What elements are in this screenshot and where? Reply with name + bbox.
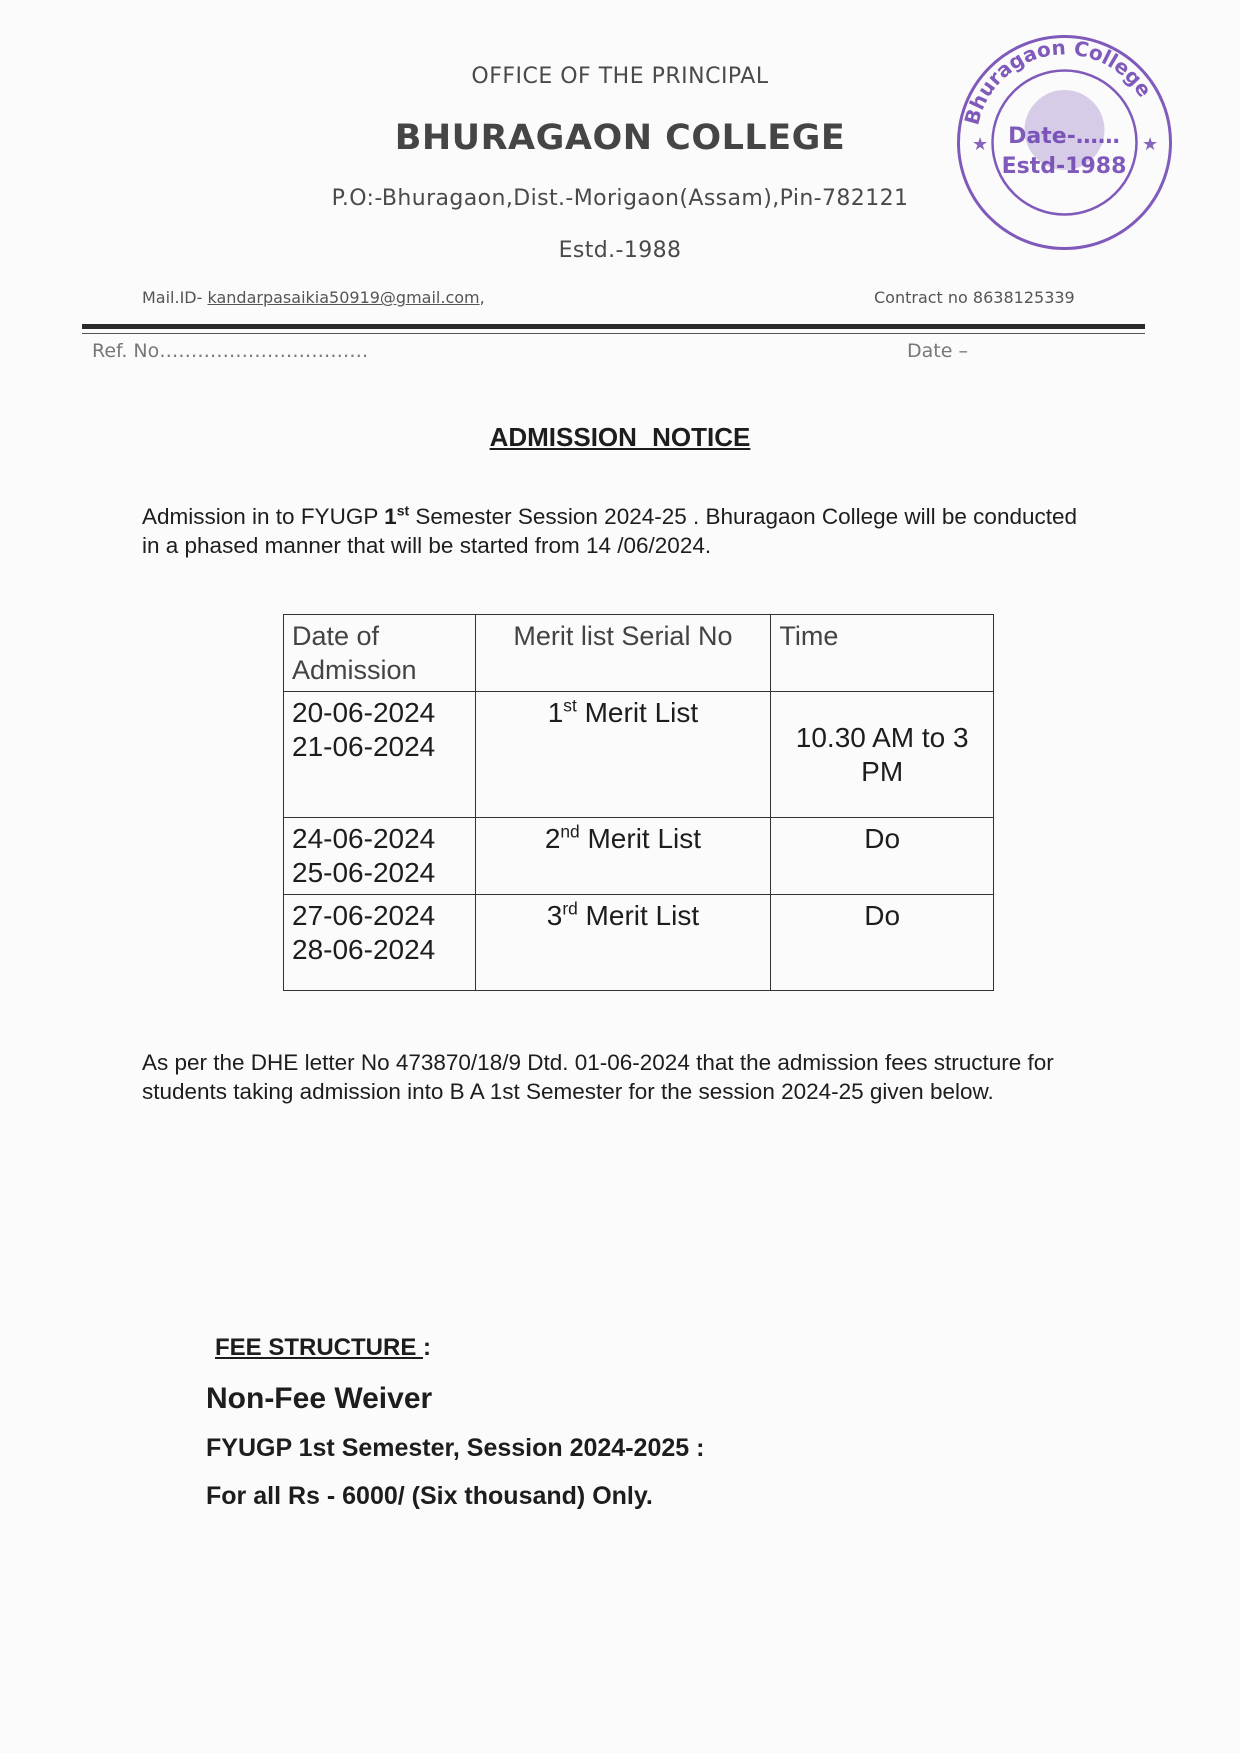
seal-estd-text: Estd-1988 — [1001, 154, 1127, 179]
fee-structure-heading: FEE STRUCTURE : — [215, 1334, 432, 1361]
table-row — [284, 692, 994, 818]
fee-session: FYUGP 1st Semester, Session 2024-2025 : — [206, 1434, 705, 1462]
row-dates: 27-06-2024 28-06-2024 — [284, 895, 476, 991]
row-dates: 24-06-2024 25-06-2024 — [284, 818, 476, 895]
table-row — [284, 818, 994, 895]
intro-text-a: Admission in to FYUGP — [142, 504, 385, 529]
mail-id — [142, 288, 485, 307]
svg-text:★: ★ — [1142, 134, 1159, 154]
established-year: Estd.-1988 — [558, 238, 682, 263]
row-merit-list: 2nd Merit List — [475, 818, 771, 895]
intro-paragraph — [142, 502, 1082, 560]
office-title: OFFICE OF THE PRINCIPAL — [471, 64, 769, 89]
header-divider-thin — [82, 333, 1145, 334]
row-time: 10.30 AM to 3 PM — [771, 692, 994, 818]
header-divider-thick — [82, 324, 1145, 329]
header-merit: Merit list Serial No — [475, 615, 771, 692]
notice-title: ADMISSION NOTICE — [489, 422, 751, 452]
mail-suffix: , — [479, 288, 485, 307]
intro-ordinal: 1st — [384, 502, 410, 529]
svg-text:★: ★ — [972, 134, 989, 154]
mail-address-link[interactable]: kandarpasaikia50919@gmail.com — [207, 288, 480, 307]
seal-ring-text: Bhuragaon College — [959, 35, 1157, 128]
contact-number: Contract no 8638125339 — [874, 288, 1075, 307]
mail-label: Mail.ID- — [142, 288, 203, 307]
fee-amount: For all Rs - 6000/ (Six thousand) Only. — [206, 1482, 653, 1510]
college-name: BHURAGAON COLLEGE — [394, 118, 846, 158]
college-seal-icon — [952, 30, 1177, 255]
date-label: Date – — [907, 340, 968, 362]
row-dates: 20-06-2024 21-06-2024 — [284, 692, 476, 818]
row-merit-list: 3rd Merit List — [475, 895, 771, 991]
row-time: Do — [771, 818, 994, 895]
seal-date-text: Date-…… — [1008, 124, 1120, 149]
header-date: Date of Admission — [284, 615, 476, 692]
reference-number: Ref. No…………………………… — [92, 340, 369, 362]
dhe-paragraph: As per the DHE letter No 473870/18/9 Dtd. 01-06-2024 that the admission fees structure for students taking admission into B A 1st Semester for the session 2024-25 given below. — [142, 1050, 1054, 1104]
header-time: Time — [771, 615, 994, 692]
college-address: P.O:-Bhuragaon,Dist.-Morigaon(Assam),Pin-782121 — [331, 186, 909, 211]
intro-text-b: Semester Session 2024-25 . Bhuragaon College will be conducted in a phased manner that will be started from 14 /06/2024. — [142, 504, 1078, 558]
table-header-row — [284, 615, 994, 692]
row-merit-list: 1st Merit List — [475, 692, 771, 818]
admission-schedule-table — [283, 614, 994, 991]
fee-category: Non-Fee Weiver — [206, 1382, 433, 1415]
row-time: Do — [771, 895, 994, 991]
table-row — [284, 895, 994, 991]
